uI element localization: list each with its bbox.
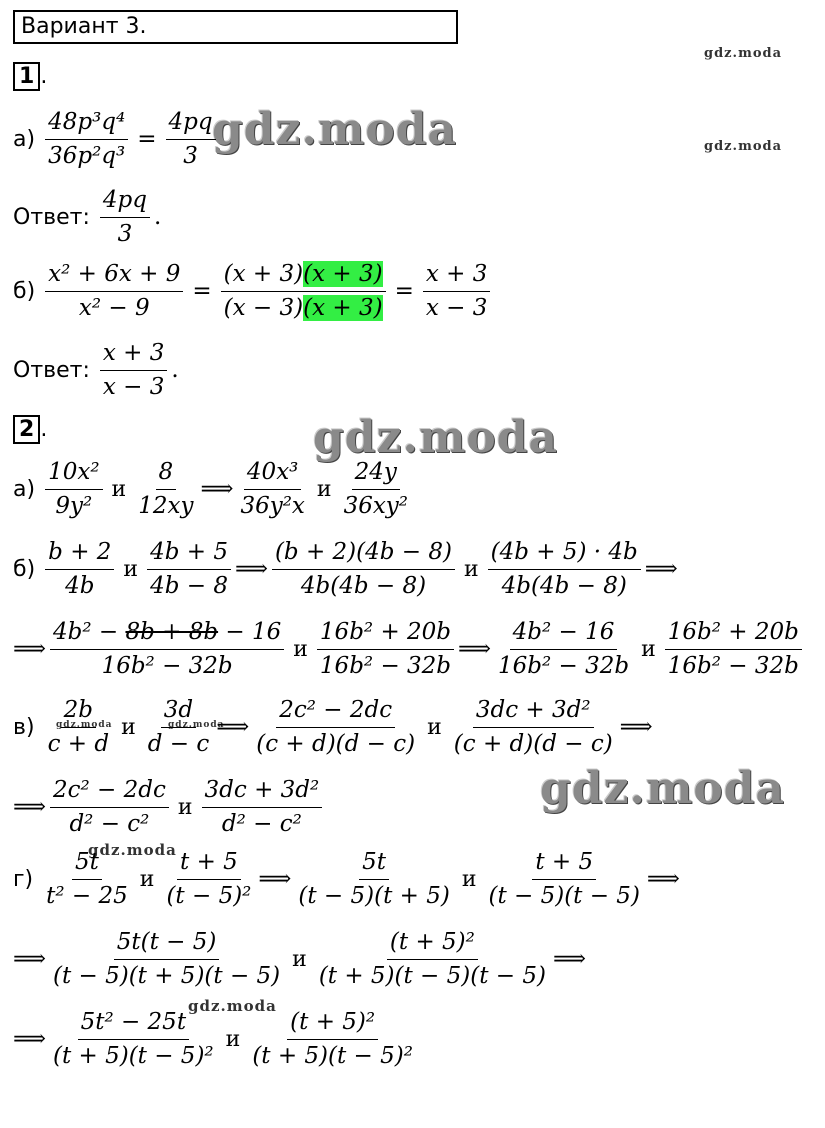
watermark-tiny: gdz.moda [56,720,113,730]
task-number-dot: . [40,417,48,442]
variant-title: Вариант 3. [21,14,147,39]
item-label: а) [13,476,36,502]
task-2g-line1: г) $\frac{5t}{\text{t² − 25}}$ и $\frac{t + 5}{\text{(t − 5)²}}$ ⟹ $\frac{5t}{(t - 5)(t + 5)}$ и $\frac{t + 5}{(t - 5)(t - 5)}$ ⟹ [13,849,680,909]
fraction: $\frac{\text{40x³}}{\text{36y²x}}$ [240,459,305,519]
watermark-large: gdz.moda [212,104,458,155]
fraction: $\frac{\text{2c² − 2dc}}{\text{d² − c²}}$ [50,776,169,839]
fraction: $\frac{3d}{d - c}$ [147,697,210,757]
task-2-heading [13,417,47,443]
task-2b-line2: ⟹ $\frac{\text{4b² − 8b + 8b − 16}}{\text{16b² − 32b}}$ и $\frac{\text{16b² + 20b}}{\text{16b² − 32b}}$ ⟹ $\frac{\text{4b² − 16}}{\text{16b² − 32b}}$ и $\frac{\text{16b² + 20b}}{\text{16b² − 32b}}$ [13,618,806,681]
fraction: $\frac{(x + 3)(x + 3)}{(x - 3)(x + 3)}$ [221,260,386,323]
answer-1a: Ответ: $\frac{4pq}{3}$ . [13,187,162,247]
answer-label: Ответ: [13,204,90,230]
fraction: $\frac{2b}{c + d}$ [47,697,110,757]
fraction: $\frac{5t}{\text{t² − 25}}$ [46,849,128,909]
fraction: $\frac{\text{16b² + 20b}}{\text{16b² − 32b}}$ [317,618,454,681]
item-label: б) [13,556,36,582]
variant-header [13,10,457,44]
fraction: $\frac{\text{2c² − 2dc}}{(c + d)(d - c)}$ [256,697,416,757]
watermark-large: gdz.moda [540,763,786,814]
fraction: $\frac{\text{x² + 6x + 9}}{\text{x² − 9}}$ [45,260,183,323]
answer-1b: Ответ: $\frac{x + 3}{x - 3}$ . [13,340,179,400]
answer-label: Ответ: [13,357,90,383]
task-2a: а) $\frac{\text{10x²}}{\text{9y²}}$ и $\frac{8}{12xy}$ ⟹ $\frac{\text{40x³}}{\text{36y²x}}$ и $\frac{24y}{\text{36xy²}}$ [13,458,415,521]
highlight-cancel: (x + 3) [303,261,383,287]
item-label: в) [13,714,35,740]
task-number: 1 [13,62,40,91]
watermark-small: gdz.moda [188,997,277,1015]
task-2g-line3: ⟹ $\frac{\text{5t² − 25t}}{\text{(t + 5)(t − 5)²}}$ и $\frac{\text{(t + 5)²}}{\text{(t + 5)(t − 5)²}}$ [13,1008,420,1071]
fraction: $\frac{x + 3}{x - 3}$ [100,339,168,402]
item-label: а) [13,126,36,152]
fraction: $\frac{t + 5}{(t - 5)(t - 5)}$ [488,849,640,909]
task-1a: а) $\frac{\text{48p³q⁴}}{\text{36p²q³}}$ = $\frac{4pq}{3}$ [13,108,220,171]
task-1b: б) $\frac{\text{x² + 6x + 9}}{\text{x² − 9}}$ = $\frac{(x + 3)(x + 3)}{(x - 3)(x + 3)}$ = $\frac{x + 3}{x - 3}$ [13,260,494,323]
fraction: $\frac{\text{10x²}}{\text{9y²}}$ [45,458,102,521]
fraction: $\frac{x + 3}{x - 3}$ [423,260,491,323]
task-number: 2 [13,415,40,444]
fraction: $\frac{\text{4b² − 8b + 8b − 16}}{\text{16b² − 32b}}$ [50,618,284,681]
fraction: $\frac{24y}{\text{36xy²}}$ [343,459,409,519]
fraction: $\frac{\text{48p³q⁴}}{\text{36p²q³}}$ [45,108,128,171]
fraction: $\frac{5t(t - 5)}{(t - 5)(t + 5)(t - 5)}$ [52,929,281,989]
fraction: $\frac{(4b + 5) \cdot 4b}{4b(4b - 8)}$ [488,538,641,601]
watermark-tiny: gdz.moda [168,720,225,730]
fraction: $\frac{\text{16b² + 20b}}{\text{16b² − 32b}}$ [665,618,802,681]
fraction: $\frac{(b + 2)(4b - 8)}{4b(4b - 8)}$ [272,538,455,601]
task-2v-line1: в) $\frac{2b}{c + d}$ и $\frac{3d}{d - c}$ ⟹ $\frac{\text{2c² − 2dc}}{(c + d)(d - c)}$ и $\frac{\text{3dc + 3d²}}{(c + d)(d - c)}$ ⟹ [13,697,653,757]
task-2v-line2: ⟹ $\frac{\text{2c² − 2dc}}{\text{d² − c²}}$ и $\frac{\text{3dc + 3d²}}{\text{d² − c²}}$ [13,776,326,839]
task-number-dot: . [40,64,48,89]
strikethrough-terms: 8b + 8b [125,619,219,645]
task-2b-line1: б) $\frac{b + 2}{4b}$ и $\frac{4b + 5}{4b - 8}$ ⟹ $\frac{(b + 2)(4b - 8)}{4b(4b - 8)}$ и $\frac{(4b + 5) \cdot 4b}{4b(4b - 8)}$ ⟹ [13,539,678,599]
fraction: $\frac{b + 2}{4b}$ [45,538,114,601]
watermark-small: gdz.moda [704,139,783,154]
fraction: $\frac{8}{12xy}$ [138,459,194,519]
highlight-cancel: (x + 3) [303,294,383,321]
fraction: $\frac{\text{3dc + 3d²}}{\text{d² − c²}}$ [202,776,323,839]
item-label: г) [13,866,34,892]
watermark-large: gdz.moda [313,412,559,463]
fraction: $\frac{t + 5}{\text{(t − 5)²}}$ [166,849,252,909]
task-1-heading [13,64,47,90]
fraction: $\frac{\text{3dc + 3d²}}{(c + d)(d - c)}$ [453,697,613,757]
task-2g-line2: ⟹ $\frac{5t(t - 5)}{(t - 5)(t + 5)(t - 5)}$ и $\frac{\text{(t + 5)²}}{(t + 5)(t - 5)(t - 5)}$ ⟹ [13,929,586,989]
fraction: $\frac{4pq}{3}$ [166,108,216,171]
fraction: $\frac{4pq}{3}$ [100,186,150,249]
header-divider [456,10,458,44]
fraction: $\frac{\text{4b² − 16}}{\text{16b² − 32b}}$ [498,619,630,679]
fraction: $\frac{4b + 5}{4b - 8}$ [147,538,231,601]
watermark-small: gdz.moda [88,841,177,859]
fraction: $\frac{\text{(t + 5)²}}{(t + 5)(t - 5)(t - 5)}$ [318,929,546,989]
watermark-small: gdz.moda [704,46,783,61]
fraction: $\frac{\text{(t + 5)²}}{\text{(t + 5)(t − 5)²}}$ [252,1009,413,1069]
fraction: $\frac{5t}{(t - 5)(t + 5)}$ [298,849,450,909]
item-label: б) [13,278,36,304]
fraction: $\frac{\text{5t² − 25t}}{\text{(t + 5)(t − 5)²}}$ [52,1009,214,1069]
